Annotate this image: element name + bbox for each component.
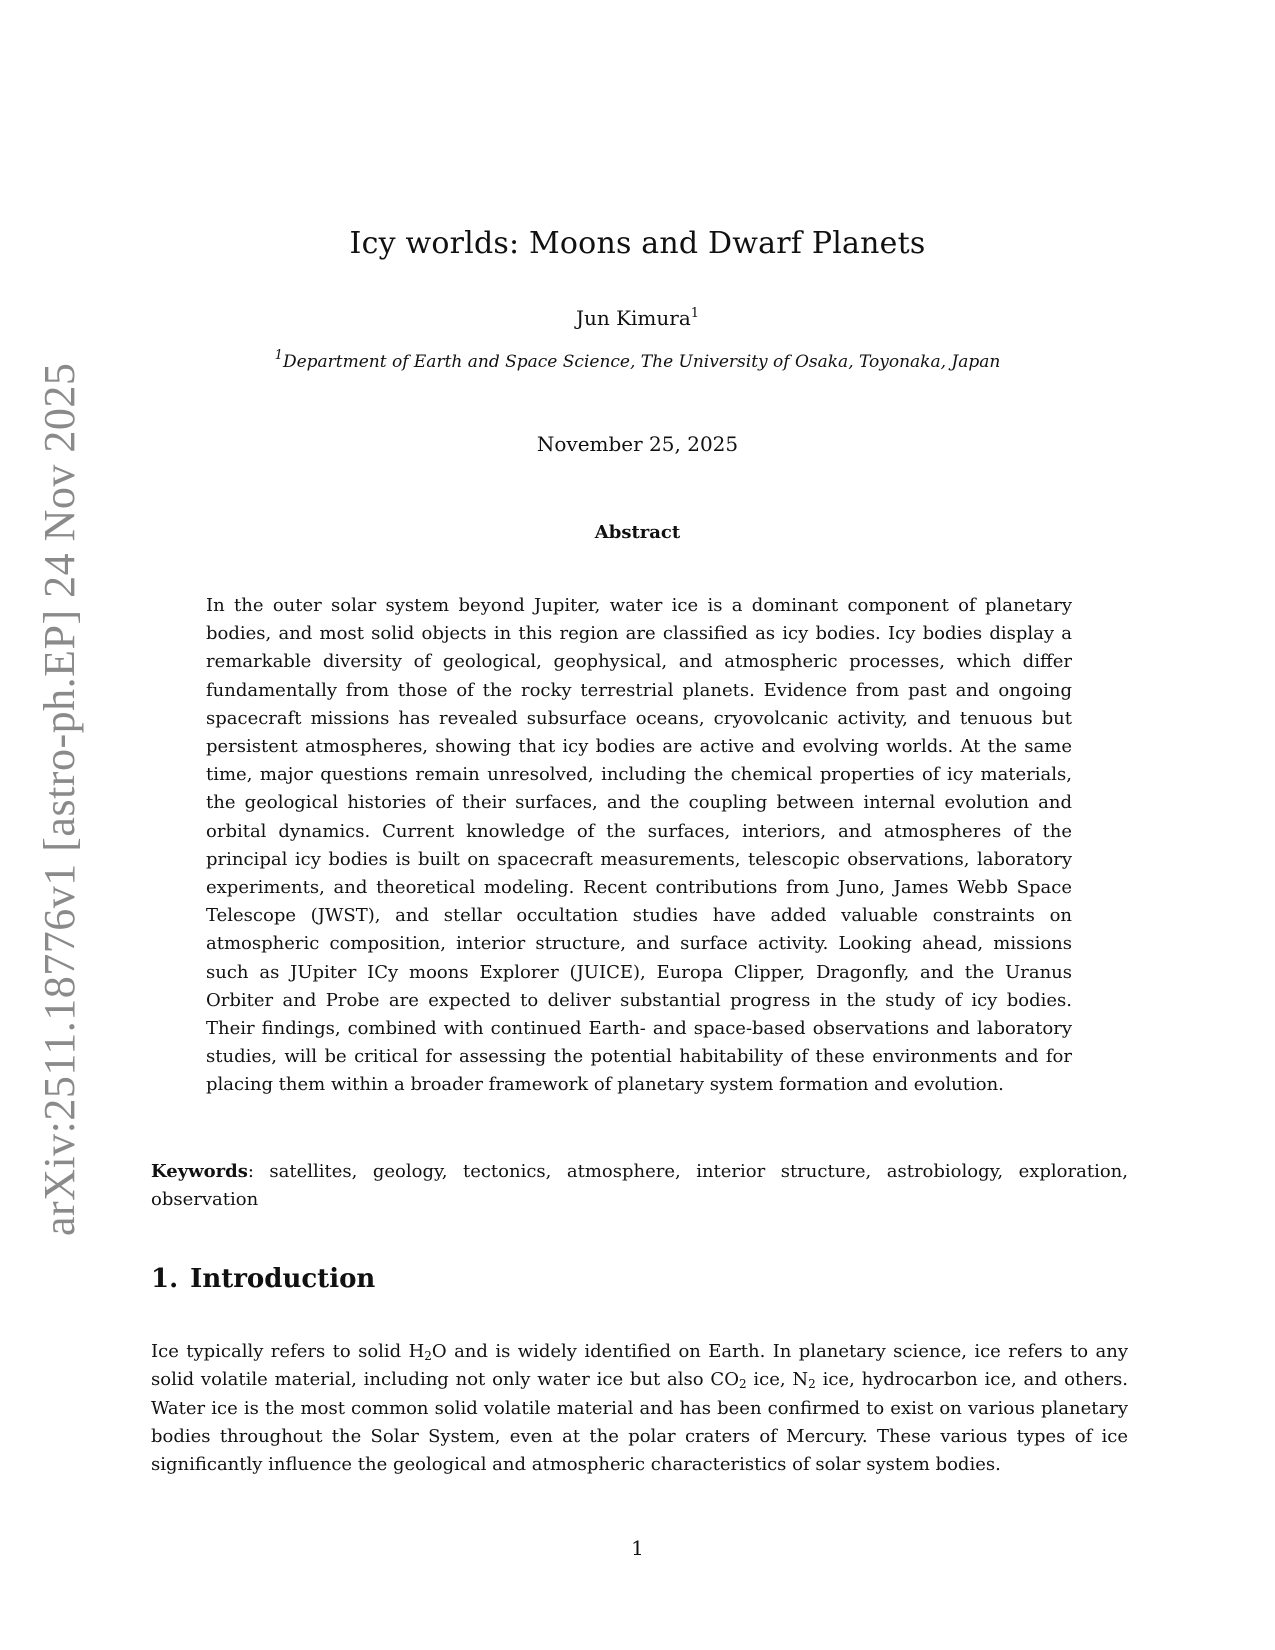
intro-text-3: ice, N <box>746 1369 809 1391</box>
subscript-2: 2 <box>424 1349 432 1363</box>
keywords-list: : satellites, geology, tectonics, atmosphere, interior structure, astrobiology, exploration, observation <box>151 1161 1128 1210</box>
affiliation-marker: 1 <box>274 348 283 363</box>
section-number: 1. <box>151 1264 179 1294</box>
abstract-body: In the outer solar system beyond Jupiter, water ice is a dominant component of planetary bodies, and most solid objects in this region are classified as icy bodies. Icy bodies display a remarkable diversity of geological, geophysical, and atmospheric processes, which differ fundamentally from those of the rocky terrestrial planets. Evidence from past and ongoing spacecraft missions has revealed subsurface oceans, cryovolcanic activity, and tenuous but persistent atmospheres, showing that icy bodies are active and evolving worlds. At the same time, major questions remain unresolved, including the chemical properties of icy materials, the geological histories of their surfaces, and the coupling between internal evolution and orbital dynamics. Current knowledge of the surfaces, interiors, and atmospheres of the principal icy bodies is built on spacecraft measurements, telescopic observations, laboratory experiments, and theoretical modeling. Recent contributions from Juno, James Webb Space Telescope (JWST), and stellar occultation studies have added valuable constraints on atmospheric composition, interior structure, and surface activity. Looking ahead, missions such as JUpiter ICy moons Explorer (JUICE), Europa Clipper, Dragonfly, and the Uranus Orbiter and Probe are expected to deliver substantial progress in the study of icy bodies. Their findings, combined with continued Earth- and space-based observations and laboratory studies, will be critical for assessing the potential habitability of these environments and for placing them within a broader framework of planetary system formation and evolution. <box>206 595 1072 1096</box>
intro-text-2: O and is widely identified on Earth. In planetary science, ice refers to any solid volatile material, including not only water ice but also CO <box>151 1341 1128 1391</box>
paper-date: November 25, 2025 <box>536 432 739 456</box>
abstract-heading: Abstract <box>594 522 681 543</box>
affiliation-text: Department of Earth and Space Science, The University of Osaka, Toyonaka, Japan <box>282 352 1001 372</box>
page-number: 1 <box>631 1536 644 1560</box>
section-heading-introduction <box>151 1264 375 1294</box>
paper-title: Icy worlds: Moons and Dwarf Planets <box>349 226 926 261</box>
keywords-label: Keywords <box>151 1161 248 1182</box>
intro-text-1: Ice typically refers to solid H <box>151 1341 425 1362</box>
author-line <box>0 306 1275 330</box>
author-name: Jun Kimura <box>575 306 691 330</box>
keywords-paragraph <box>151 1158 1128 1214</box>
introduction-paragraph <box>151 1338 1128 1479</box>
subscript-2: 2 <box>808 1377 816 1392</box>
arxiv-side-stamp: arXiv:2511.18776v1 [astro-ph.EP] 24 Nov 2025 <box>35 362 84 1236</box>
author-affiliation-marker: 1 <box>690 306 700 321</box>
intro-text-4: ice, hydrocarbon ice, and others. Water ice is the most common solid volatile material and has been confirmed to exist on various planetary bodies throughout the Solar System, even at the polar craters of Mercury. These various types of ice significantly influence the geological and atmospheric characteristics of solar system bodies. <box>151 1369 1129 1476</box>
subscript-2: 2 <box>738 1377 747 1392</box>
section-title: Introduction <box>190 1264 376 1294</box>
affiliation-line <box>0 348 1275 372</box>
